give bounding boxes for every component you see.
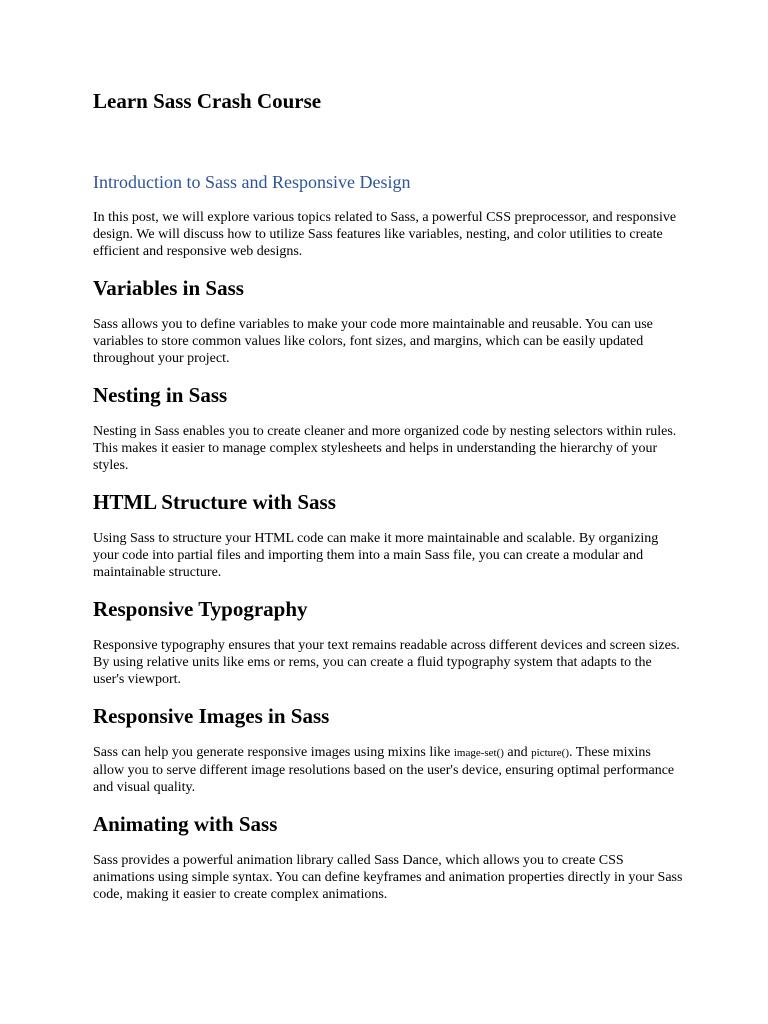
inline-code-picture: picture() xyxy=(531,747,570,759)
section-paragraph-nesting: Nesting in Sass enables you to create cleaner and more organized code by nesting selectors within rules. This makes it easier to manage complex stylesheets and helps in understanding the hierarchy of your styles. xyxy=(93,424,677,473)
section-heading-responsive-images: Responsive Images in Sass xyxy=(93,704,330,728)
section-heading-variables: Variables in Sass xyxy=(93,276,244,300)
section-paragraph-animating: Sass provides a powerful animation library called Sass Dance, which allows you to create CSS animations using simple syntax. You can define keyframes and animation properties directly in your Sass code, making it easier to create complex animations. xyxy=(93,853,683,902)
paragraph-text-after: . These mixins allow you to serve different image resolutions based on the user's device, ensuring optimal performance and visual quality. xyxy=(93,745,675,795)
section-heading-html-structure: HTML Structure with Sass xyxy=(93,490,336,514)
paragraph-text-middle: and xyxy=(503,745,532,760)
paragraph-text-before: Sass can help you generate responsive images using mixins like xyxy=(93,745,454,760)
section-heading-animating: Animating with Sass xyxy=(93,812,278,836)
document-title: Learn Sass Crash Course xyxy=(93,89,322,113)
section-paragraph-html-structure: Using Sass to structure your HTML code can make it more maintainable and scalable. By organizing your code into partial files and importing them into a main Sass file, you can create a modular and maintainable structure. xyxy=(93,531,659,580)
document-page xyxy=(93,88,683,903)
inline-code-image-set: image-set() xyxy=(453,747,504,759)
section-paragraph-responsive-typography: Responsive typography ensures that your text remains readable across different devices and screen sizes. By using relative units like ems or rems, you can create a fluid typography system that adapts to the user's viewport. xyxy=(93,638,680,687)
section-heading-responsive-typography: Responsive Typography xyxy=(93,597,308,621)
section-paragraph-variables: Sass allows you to define variables to make your code more maintainable and reusable. You can use variables to store common values like colors, font sizes, and margins, which can be easily updated throughout your project. xyxy=(93,317,653,366)
intro-heading: Introduction to Sass and Responsive Design xyxy=(93,172,411,192)
section-paragraph-responsive-images xyxy=(93,744,683,796)
section-heading-nesting: Nesting in Sass xyxy=(93,383,228,407)
intro-paragraph: In this post, we will explore various topics related to Sass, a powerful CSS preprocessor, and responsive design. We will discuss how to utilize Sass features like variables, nesting, and color utilities to create efficient and responsive web designs. xyxy=(93,210,677,259)
